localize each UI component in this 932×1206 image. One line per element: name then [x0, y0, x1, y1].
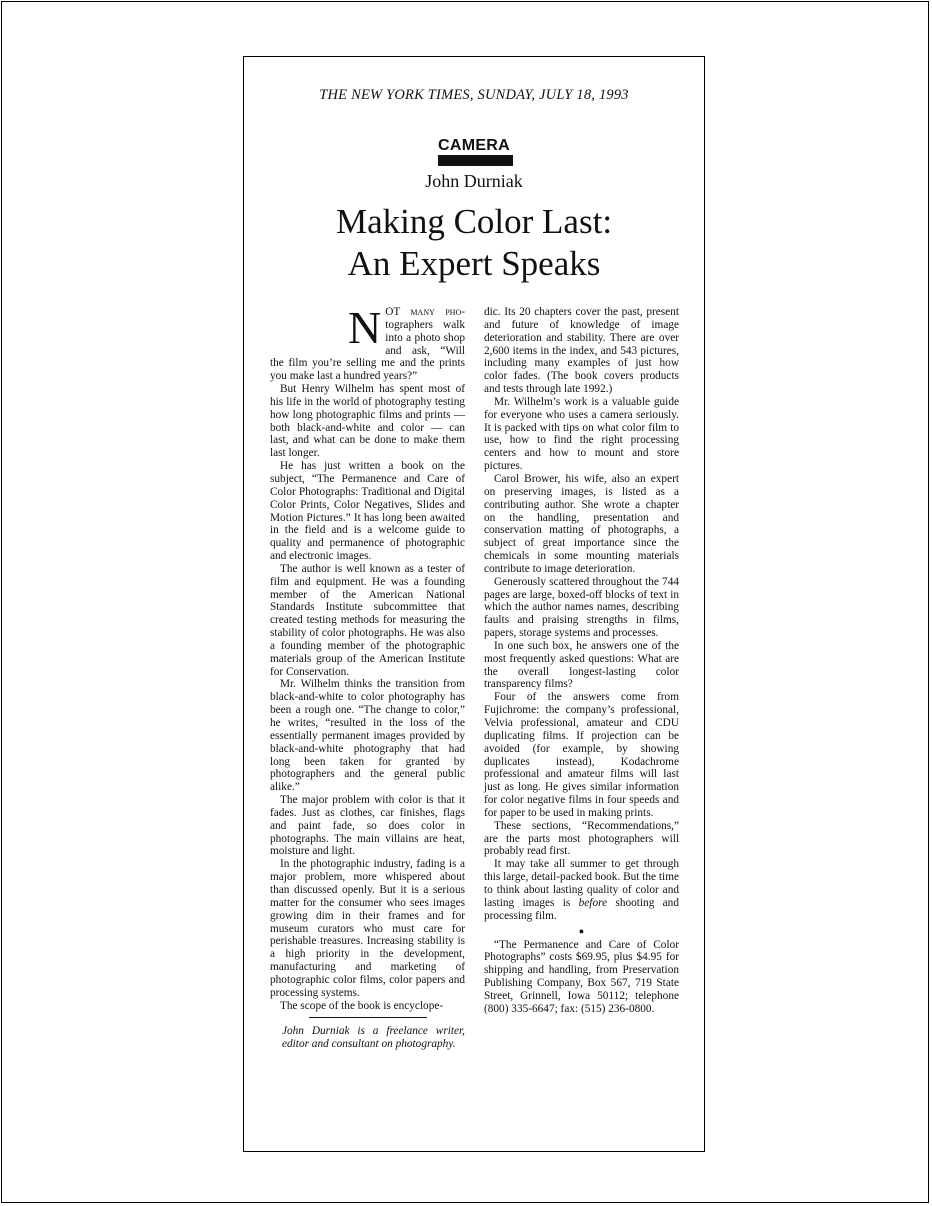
headline-line-2: An Expert Speaks: [347, 244, 601, 283]
paragraph-16: “The Permanence and Care of Color Photographs” costs $69.95, plus $4.95 for shipping and handling, from Preservation Publishing Company, Box 567, 719 State Street, Grinnell, Iowa 50112; telephone (800) 335-6647; fax: (515) 236-0800.: [484, 938, 679, 1015]
paragraph-9: Mr. Wilhelm’s work is a valuable guide for everyone who uses a camera seriously. It is packed with tips on what color film to use, how to find the right processing centers and how to mount and store pictures.: [484, 395, 679, 473]
headline: [244, 201, 704, 285]
lead-in: OT many pho-: [385, 306, 465, 318]
headline-line-1: Making Color Last:: [335, 202, 613, 241]
drop-cap: N: [348, 302, 382, 353]
byline: John Durniak: [425, 171, 523, 191]
paragraph-15-emphasis: before: [578, 896, 608, 909]
divider-rule: [309, 1017, 427, 1018]
paragraph-14: These sections, “Recommendations,” are the parts most photographers will probably read first.: [484, 819, 679, 858]
paragraph-10: Carol Brower, his wife, also an expert on preserving images, is listed as a contributing author. She wrote a chapter on the handling, presentation and conservation matting of photographs, a subject of great importance since the chemicals in some mounting materials contribute to image deterioration.: [484, 472, 679, 575]
paragraph-5: Mr. Wilhelm thinks the transition from black-and-white to color photography has been a rough one. “The change to color,” he writes, “resulted in the loss of the essentially permanent images provided by black-and-white photography that had long been taken for granted by photographers and the general public alike.”: [270, 678, 465, 794]
paragraph-15-a: It may take all summer to get through this large, detail-packed book. But the time to think about lasting quality of color and lasting images is: [484, 858, 679, 909]
paragraph-11: Generously scattered throughout the 744 pages are large, boxed-off blocks of text in which the author names names, describing faults and praising strengths in films, papers, storage systems and processes.: [484, 575, 679, 640]
paragraph-6: The major problem with color is that it fades. Just as clothes, car finishes, flags and paint fade, so does color in photographs. The main villains are heat, moisture and light.: [270, 794, 465, 858]
paragraph-12: In one such box, he answers one of the most frequently asked questions: What are the overall longest-lasting color transparency films?: [484, 639, 679, 691]
section-label: CAMERA: [437, 137, 511, 154]
paragraph-8-start: The scope of the book is encyclope-: [280, 999, 444, 1012]
article-column-left: [270, 302, 465, 1051]
paragraph-2: But Henry Wilhelm has spent most of his life in the world of photography testing how long photographic films and prints — both black-and-white and color — can last, and what can be done to make them last longer.: [270, 383, 465, 460]
section-bar: [438, 155, 513, 166]
paragraph-15-b: shooting and processing film.: [484, 896, 679, 922]
paragraph-1: [270, 302, 465, 383]
paragraph-15: [484, 858, 679, 922]
paragraph-13: Four of the answers come from Fujichrome: the company’s professional, Velvia professional, amateur and CDU duplicating films. If projection can be avoided (for example, by showing duplicates instead), Kodachrome professional and amateur films will last just as long. He gives similar information for color negative films in four speeds and for paper to be used in making prints.: [484, 691, 679, 819]
paragraph-8-end: dic. Its 20 chapters cover the past, present and future of knowledge of image deterioration and stability. There are over 2,600 items in the index, and 543 pictures, including many examples of just how color fades. (The book covers products and tests through late 1992.): [484, 306, 679, 396]
paragraph-4: The author is well known as a tester of film and equipment. He was a founding member of the American National Standards Institute subcommittee that created testing methods for measuring the stability of color photographs. He was also a founding member of the photographic materials group of the American Institute for Conservation.: [270, 562, 465, 678]
paragraph-3: He has just written a book on the subject, “The Permanence and Care of Color Photographs: Traditional and Digital Color Prints, Color Negatives, Slides and Motion Pictures.” It has long been awaited in the field and is a welcome guide to quality and permanence of photographic and electronic images.: [270, 460, 465, 563]
dateline: THE NEW YORK TIMES, SUNDAY, JULY 18, 1993: [319, 87, 629, 103]
paragraph-7: In the photographic industry, fading is a major problem, more whispered about than discussed openly. But it is a serious matter for the consumer who sees images growing dim in their frames and for museum curators who must care for perishable treasures. Increasing stability is a high priority in the development, manufacturing and marketing of photographic color films, color papers and processing systems.: [270, 858, 465, 999]
bullet-separator: ●: [578, 925, 585, 936]
newspaper-clipping: [243, 56, 705, 1152]
article-column-right: [484, 306, 679, 1016]
paragraph-1-text: tographers walk into a photo shop and ask, “Will the film you’re selling me and the prints you make last a hundred years?”: [270, 318, 465, 383]
author-tagline: John Durniak is a freelance writer, editor and consultant on photography.: [282, 1025, 465, 1051]
